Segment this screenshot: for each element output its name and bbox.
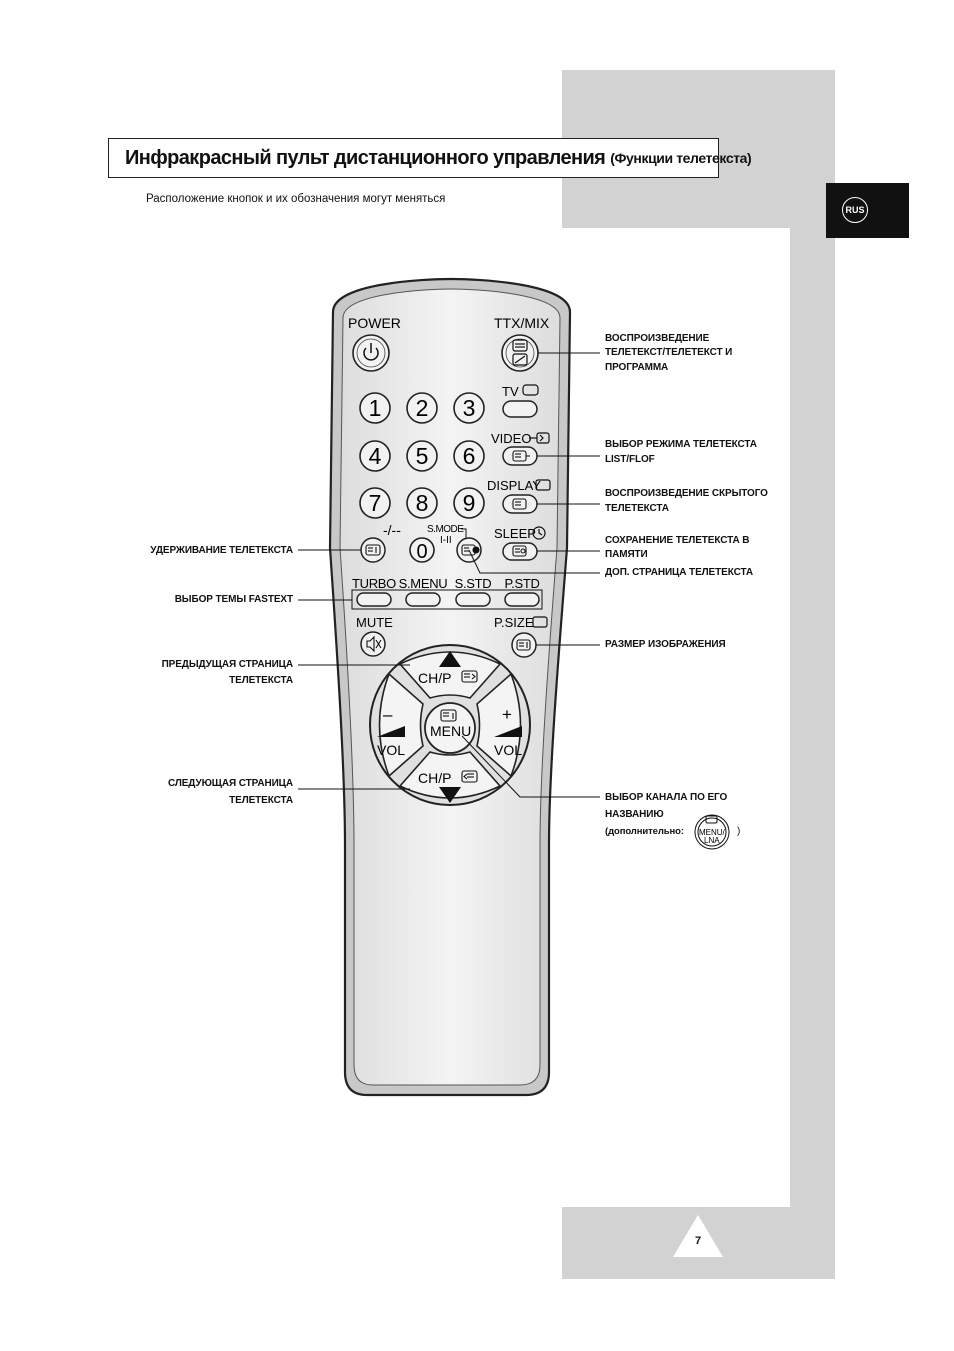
vol-plus-sign: +	[502, 705, 512, 724]
digit-label: 8	[415, 490, 429, 516]
label-prev-page-1: ПРЕДЫДУЩАЯ СТРАНИЦА	[161, 659, 293, 670]
label-size: РАЗМЕР ИЗОБРАЖЕНИЯ	[605, 639, 726, 650]
smode-label: S.MODE	[427, 524, 464, 535]
vol-minus-sign: –	[383, 705, 393, 724]
page-number: 7	[694, 1235, 702, 1247]
ch-down-label: CH/P	[418, 770, 452, 786]
digit-label: 4	[368, 443, 382, 469]
label-store-1: СОХРАНЕНИЕ ТЕЛЕТЕКСТА В	[605, 535, 750, 546]
digit-label: 2	[415, 395, 429, 421]
label-channel-3: (дополнительно:	[605, 826, 684, 837]
color-button-4[interactable]	[505, 593, 539, 606]
menu-label: MENU	[430, 723, 472, 739]
color-button-label: S.MENU	[398, 576, 448, 591]
color-button-2[interactable]	[406, 593, 440, 606]
color-button-3[interactable]	[456, 593, 490, 606]
label-subpage: ДОП. СТРАНИЦА ТЕЛЕТЕКСТА	[605, 567, 753, 578]
menu-lna-label-1: MENU/	[699, 828, 725, 837]
label-channel-2: НАЗВАНИЮ	[605, 809, 664, 820]
digit-label: 6	[462, 443, 476, 469]
dash-hold-button[interactable]	[361, 538, 385, 562]
digit-label: 1	[368, 395, 382, 421]
display-reveal-button[interactable]	[503, 495, 537, 513]
power-label: POWER	[348, 315, 401, 331]
vol-right-label: VOL	[494, 742, 523, 758]
psize-label: P.SIZE	[494, 615, 534, 630]
digit-button-4[interactable]	[360, 441, 390, 471]
ttx-mix-label: TTX/MIX	[494, 315, 550, 331]
page-subtitle: Расположение кнопок и их обозначения могут меняться	[146, 193, 446, 205]
video-list-button[interactable]	[503, 447, 537, 465]
tv-button[interactable]	[503, 401, 537, 417]
digit-label: 0	[416, 541, 428, 563]
vol-left-label: VOL	[377, 742, 406, 758]
video-label: VIDEO	[491, 431, 532, 446]
menu-lna-label-2: LNA	[704, 836, 720, 845]
label-list-1: ВЫБОР РЕЖИМА ТЕЛЕТЕКСТА	[605, 439, 757, 450]
tv-label: TV	[502, 384, 519, 399]
page-title-suffix: (Функции телетекста)	[610, 150, 752, 166]
digit-button-8[interactable]	[407, 488, 437, 518]
ch-up-label: CH/P	[418, 670, 452, 686]
mute-button[interactable]	[361, 632, 385, 656]
color-button-label: S.STD	[454, 576, 492, 591]
digit-button-9[interactable]	[454, 488, 484, 518]
label-ttx-2: ТЕЛЕТЕКСТ/ТЕЛЕТЕКСТ И	[605, 347, 733, 358]
digit-button-6[interactable]	[454, 441, 484, 471]
label-ttx-3: ПРОГРАММА	[605, 362, 669, 373]
label-fastext: ВЫБОР ТЕМЫ FASTEXT	[174, 594, 293, 605]
digit-label: 9	[462, 490, 476, 516]
page-title: Инфракрасный пульт дистанционного управления	[125, 146, 606, 169]
label-channel-1: ВЫБОР КАНАЛА ПО ЕГО	[605, 792, 728, 803]
label-store-2: ПАМЯТИ	[605, 549, 648, 560]
label-next-page-1: СЛЕДУЮЩАЯ СТРАНИЦА	[167, 778, 293, 789]
digit-label: 5	[415, 443, 429, 469]
display-label: DISPLAY	[487, 478, 541, 493]
label-list-2: LIST/FLOF	[605, 454, 655, 465]
label-hold: УДЕРЖИВАНИЕ ТЕЛЕТЕКСТА	[150, 545, 293, 556]
label-reveal-1: ВОСПРОИЗВЕДЕНИЕ СКРЫТОГО	[605, 488, 768, 499]
color-button-label: TURBO	[351, 576, 397, 591]
color-button-1[interactable]	[357, 593, 391, 606]
label-next-page-2: ТЕЛЕТЕКСТА	[229, 795, 293, 806]
digit-button-2[interactable]	[407, 393, 437, 423]
mute-label: MUTE	[356, 615, 393, 630]
label-reveal-2: ТЕЛЕТЕКСТА	[605, 503, 669, 514]
digit-label: 3	[462, 395, 476, 421]
digit-button-0[interactable]	[410, 538, 434, 563]
label-prev-page-2: ТЕЛЕТЕКСТА	[229, 675, 293, 686]
psize-button[interactable]	[512, 633, 536, 657]
digit-button-5[interactable]	[407, 441, 437, 471]
sleep-label: SLEEP	[494, 526, 536, 541]
digit-button-1[interactable]	[360, 393, 390, 423]
label-ttx-1: ВОСПРОИЗВЕДЕНИЕ	[605, 333, 710, 344]
label-channel-close: )	[737, 826, 741, 837]
language-badge: RUS	[842, 197, 868, 223]
smode-sub-label: I-II	[440, 535, 452, 546]
digit-button-7[interactable]	[360, 488, 390, 518]
color-button-label: P.STD	[504, 576, 540, 591]
digit-button-3[interactable]	[454, 393, 484, 423]
dash-label: -/--	[383, 522, 401, 538]
digit-label: 7	[368, 490, 382, 516]
